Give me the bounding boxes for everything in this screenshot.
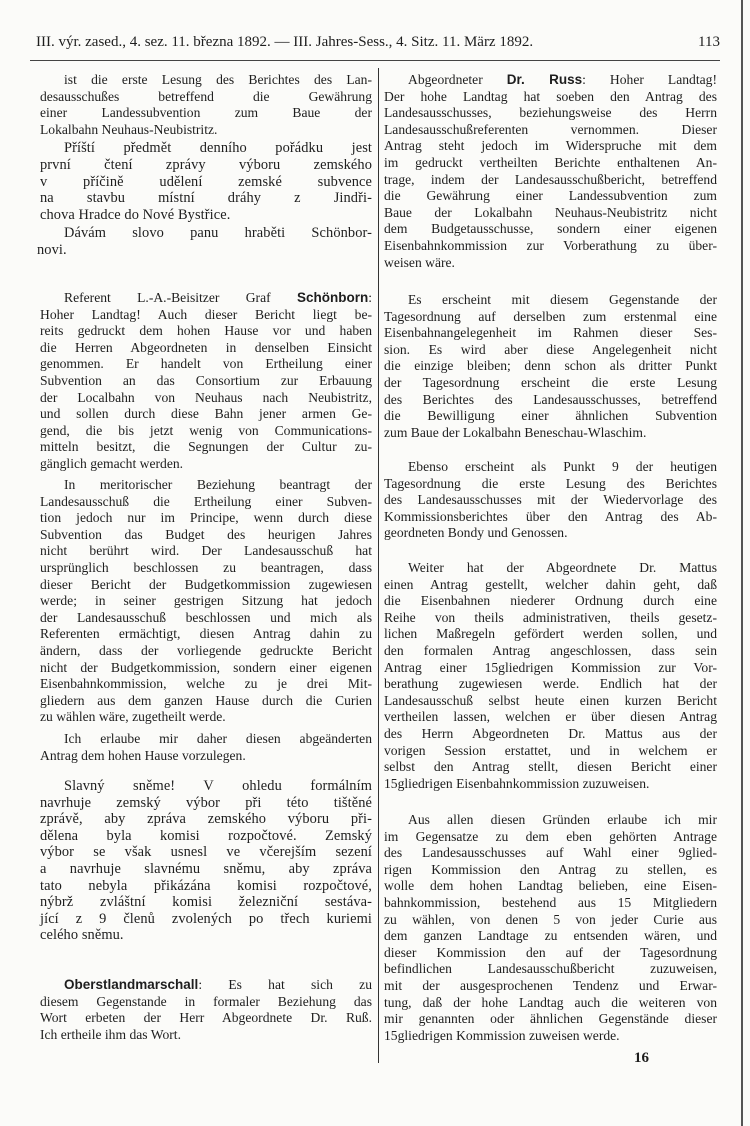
text-line: ändern, dass der vorliegende gedruckte Bericht (40, 642, 372, 658)
text-line: Příští předmět denního pořádku jest (64, 140, 372, 157)
text-line: Landesausschuß die Ertheilung einer Subven- (40, 493, 372, 509)
text-line: sion. Es wird aber diese Angelegenheit nicht (384, 341, 717, 357)
text-line: první čtení zprávy výboru zemského (40, 156, 372, 173)
paragraph (40, 778, 372, 944)
text-line: Subvention das Budget des heurigen Jahres (40, 526, 372, 542)
scan-edge (741, 0, 743, 1126)
text-line: jící z 9 členů zvolených po třech kuriemi (40, 910, 372, 927)
speaker-intro: Abgeordneter (408, 72, 507, 87)
text-line: des Landesausschusses auf Wahl einer 9glied- (384, 845, 717, 861)
text-line: im gedruckt vertheilten Berichte enthaltenen An- (384, 154, 717, 170)
paragraph (37, 225, 372, 258)
text-line: Es erscheint mit diesem Gegenstande der (408, 292, 717, 307)
text-line: Hoher Landtag! Auch dieser Bericht liegt be- (40, 306, 372, 322)
text-line: die Gewährung einer Landessubvention zum (384, 188, 717, 204)
speaker-name: Schönborn (296, 290, 369, 305)
text-line: chova Hradce do Nové Bystřice. (40, 206, 231, 223)
text-line: gliedern aus dem ganzen Hause durch die Curien (40, 692, 372, 708)
text-line: die Bewilligung einer ähnlichen Subvention (384, 408, 717, 424)
speaker-name: Dr. Russ (506, 72, 583, 87)
text-line: die Eisenbahnen niederer Ordnung durch eine (384, 593, 717, 609)
text-line: werde; in seiner gestrigen Sitzung hat jedoch (40, 593, 372, 609)
speaker-intro: Referent L.-A.-Beisitzer Graf (64, 290, 297, 305)
text-line: trage, indem der Landesausschußbericht, betreffend (384, 171, 717, 187)
speaker-name: Oberstlandmarschall (64, 977, 199, 992)
text-line: nicht der Budgetkommission, sondern einer eigenen (40, 659, 372, 675)
text-line: und sollen durch diese Bahn jener armen Ge- (40, 406, 372, 422)
text-line: mir genannten oder ähnlichen Gegenstände dieser (384, 1011, 717, 1027)
text-line: mitteln besitzt, die Segnungen der Cultur zu- (40, 439, 372, 455)
text-line: Referenten ermächtigt, diesen Antrag dahin zu (40, 626, 372, 642)
text-line: berathung zugewiesen werde. Endlich hat der (384, 676, 717, 692)
text-line: navrhuje zemský výbor při této tištěné (40, 794, 372, 811)
text-line: Slavný sněme! V ohledu formálním (64, 778, 372, 794)
text-line: reits gedruckt dem hohen Hause vor und haben (40, 323, 372, 339)
running-title: III. výr. zased., 4. sez. 11. března 1892. — III. Jahres-Sess., 4. Sitz. 11. März 1892. (36, 34, 534, 50)
text-line: zum Baue der Lokalbahn Beneschau-Wlaschim. (384, 424, 647, 440)
paragraph (40, 731, 372, 764)
speaker-line (40, 977, 372, 994)
signature-mark: 16 (634, 1050, 649, 1066)
text-line: tung, daß der hohe Landtag auch die weiteren von (384, 994, 717, 1010)
paragraph (40, 290, 372, 473)
text-line: Tagesordnung die erste Lesung des Berichtes (384, 475, 717, 491)
text-line: Kommissionsberichtes über den Antrag des Ab- (384, 508, 717, 524)
paragraph (40, 140, 372, 223)
text-line: dieser Kommission den auf der Tagesordnung (384, 944, 717, 960)
text-line: v příčině udělení zemské subvence (40, 173, 372, 190)
text-line: nicht berührt wird. Der Landesausschuß hat (40, 543, 372, 559)
text-line: der Tagesordnung erscheint die erste Lesung (384, 374, 717, 390)
text-line: weisen wäre. (384, 254, 455, 270)
text-line: rigen Kommission den Antrag zu stellen, es (384, 861, 717, 877)
text-line: novi. (37, 241, 67, 258)
speaker-continuation: : Hoher Landtag! (582, 72, 717, 87)
speaker-continuation: : Es hat sich zu (198, 977, 372, 992)
text-line: Ich ertheile ihm das Wort. (40, 1026, 181, 1042)
text-line: dieser Bericht der Budgetkommission zugewiesen (40, 576, 372, 592)
text-line: desausschußes betreffend die Gewährung (40, 88, 372, 104)
paragraph (384, 812, 717, 1044)
text-line: Aus allen diesen Gründen erlaube ich mir (408, 812, 717, 827)
text-line: Antrag dem hohen Hause vorzulegen. (40, 747, 246, 763)
text-line: die einzige bleiben; denn schon als dritter Punkt (384, 358, 717, 374)
text-line: der Localbahn von Neuhaus nach Neubistritz, (40, 389, 372, 405)
header-rule (30, 60, 720, 61)
text-line: befindlichen Landesausschußbericht zuzuweisen, (384, 961, 717, 977)
text-line: des Landesausschusses mit der Wiedervorlage des (384, 492, 717, 508)
page-number: 113 (698, 34, 720, 50)
text-line: nýbrž zvláštní komisi železniční sestáva- (40, 894, 372, 911)
paragraph (40, 477, 372, 726)
text-line: ursprünglich beschlossen zu beantragen, dass (40, 559, 372, 575)
text-line: výbor se však usnesl ve včerejším sezení (40, 844, 372, 861)
text-line: mit der ausgesprochenen Tendenz und Erwar- (384, 977, 717, 993)
paragraph (384, 560, 717, 792)
text-line: genommen. Er handelt von Ertheilung einer (40, 356, 372, 372)
text-line: Eisenbahnangelegenheit im Rahmen dieser Ses- (384, 325, 717, 341)
text-line: na stavbu místní dráhy z Jindři- (40, 190, 372, 207)
text-line: dělena byla komisi rozpočtové. Zemský (40, 827, 372, 844)
text-line: Eisenbahnkommission zur Vorberathung zu über- (384, 237, 717, 253)
speaker-continuation: : (368, 290, 372, 305)
text-line: den formalen Antrag angeschlossen, dass sein (384, 642, 717, 658)
text-line: des Berichtes des Landesausschusses, betreffend (384, 391, 717, 407)
text-line: dem Budgetausschusse, sondern einer eigenen (384, 221, 717, 237)
paragraph (384, 72, 717, 271)
text-line: geordneten Bondy und Genossen. (384, 525, 568, 541)
text-line: einer Landessubvention zum Baue der (40, 105, 372, 121)
text-line: gänglich gemacht werden. (40, 455, 184, 471)
text-line: vorigen Session erstattet, und in welchem er (384, 742, 717, 758)
text-line: In meritorischer Beziehung beantragt der (64, 477, 372, 492)
speaker-line (40, 290, 372, 307)
text-line: Baue der Lokalbahn Neuhaus-Neubistritz nicht (384, 204, 717, 220)
paragraph (384, 459, 717, 542)
paragraph (40, 72, 372, 138)
text-line: im Gegensatze zu dem eben gehörten Antrage (384, 828, 717, 844)
text-line: zu wählen wäre, zugetheilt werde. (40, 709, 226, 725)
text-line: einen Antrag gestellt, welcher dahin geht, daß (384, 576, 717, 592)
text-line: 15gliedrigen Eisenbahnkommission zuzuweisen. (384, 775, 650, 791)
text-line: zu wählen, von denen 5 von jeder Curie aus (384, 911, 717, 927)
text-line: Landesausschußreferenten vernommen. Dieser (384, 121, 717, 137)
text-line: vertheilen lassen, welchen er über diesen Antrag (384, 709, 717, 725)
text-line: dem ganzen Landtage zu entsenden wären, und (384, 928, 717, 944)
text-line: Der hohe Landtag hat soeben den Antrag des (384, 88, 717, 104)
text-line: tato nebyla přikázána komisi rozpočtové, (40, 877, 372, 894)
text-line: zprávě, aby zpráva zemského výboru při- (40, 811, 372, 828)
text-line: Antrag einer 15gliedrigen Kommission zur Vor- (384, 659, 717, 675)
text-line: Dávám slovo panu hraběti Schönbor- (64, 225, 372, 242)
text-line: selbst den Antrag stellt, diesen Bericht einer (384, 759, 717, 775)
paragraph (40, 977, 372, 1043)
text-line: gend, die bis jetzt wenig von Communications- (40, 422, 372, 438)
text-line: wolle dem hohen Landtag belieben, eine Eisen- (384, 878, 717, 894)
column-divider (378, 68, 379, 1063)
text-line: a navrhuje slavnému sněmu, aby zpráva (40, 860, 372, 877)
text-line: lichen Maßregeln gefördert werden sollen, und (384, 626, 717, 642)
text-line: celého sněmu. (40, 927, 124, 944)
paragraph (384, 292, 717, 441)
text-line: Weiter hat der Abgeordnete Dr. Mattus (408, 560, 717, 575)
text-line: Eisenbahnkommission, welche zu je drei Mit- (40, 676, 372, 692)
text-line: Lokalbahn Neuhaus-Neubistritz. (40, 121, 218, 137)
text-line: bahnkommission, bestehend aus 15 Mitgliedern (384, 894, 717, 910)
text-line: Landesausschuß selbst heute einen kurzen Bericht (384, 692, 717, 708)
text-line: die Herren Abgeordneten in denselben Einsicht (40, 339, 372, 355)
speaker-line (384, 72, 717, 89)
text-line: 15gliedrigen Kommission zuweisen werde. (384, 1027, 620, 1043)
text-line: diesem Gegenstande in formaler Beziehung das (40, 993, 372, 1009)
text-line: ist die erste Lesung des Berichtes des Lan- (64, 72, 372, 87)
text-line: tion jedoch nur im Principe, wenn durch diese (40, 510, 372, 526)
text-line: Ich erlaube mir daher diesen abgeänderten (64, 731, 372, 746)
text-line: Landesausschusses, beziehungsweise des Herrn (384, 105, 717, 121)
text-line: Wort erbeten der Herr Abgeordnete Dr. Ruß. (40, 1010, 372, 1026)
text-line: der Landesausschuß beschlossen und mich als (40, 609, 372, 625)
text-line: Ebenso erscheint als Punkt 9 der heutigen (408, 459, 717, 474)
text-line: Subvention an das Consortium zur Erbauung (40, 372, 372, 388)
text-line: des Herrn Abgeordneten Dr. Mattus aus der (384, 725, 717, 741)
text-line: Reihe von theils administrativen, theils gesetz- (384, 609, 717, 625)
text-line: Tagesordnung auf derselben zum erstenmal eine (384, 308, 717, 324)
text-line: Antrag steht jedoch im Widerspruche mit dem (384, 138, 717, 154)
running-header (36, 34, 720, 56)
